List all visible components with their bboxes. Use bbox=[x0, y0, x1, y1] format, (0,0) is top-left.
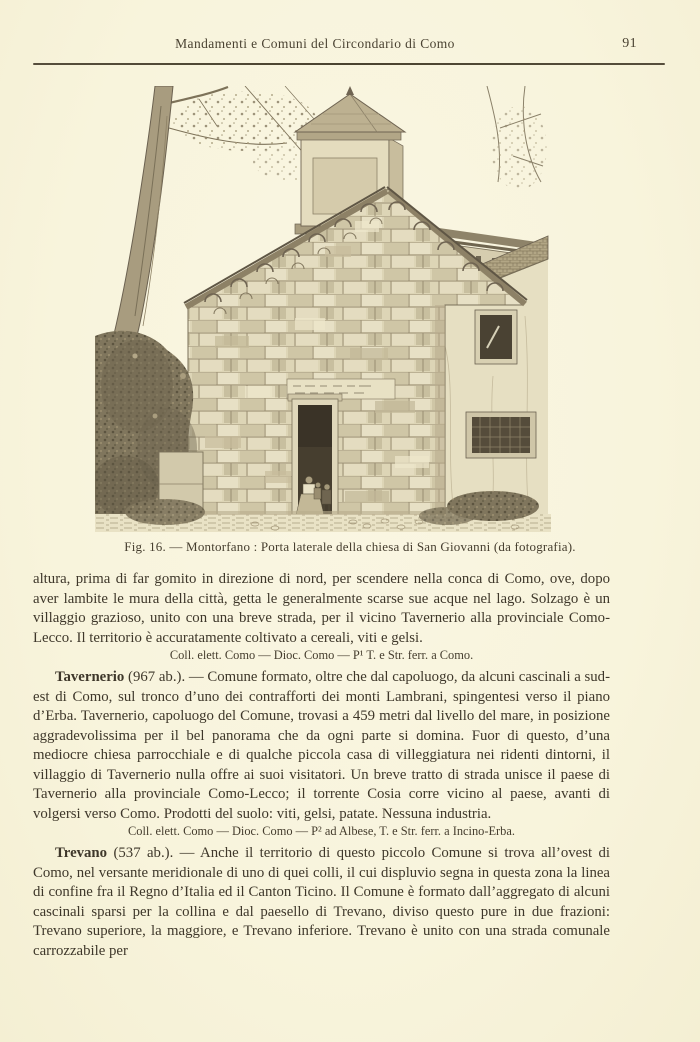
paragraph-tavernerio-lead: Tavernerio bbox=[55, 669, 125, 685]
tree-foliage-upper bbox=[173, 91, 317, 151]
figure-caption: Fig. 16. — Montorfano : Porta laterale della chiesa di San Giovanni (da fotografia). bbox=[124, 539, 576, 554]
paragraph-trevano bbox=[33, 844, 610, 961]
annex-window-upper bbox=[475, 310, 517, 364]
figure-engraving bbox=[95, 86, 551, 532]
church-engraving-illustration bbox=[95, 86, 551, 532]
bush-right2 bbox=[419, 507, 475, 525]
annex-window-grated bbox=[466, 412, 536, 458]
tree-trunk bbox=[109, 86, 173, 354]
paragraph-trevano-text: (537 ab.). — Anche il territorio di questo piccolo Comune si trova all’ovest di Como, nel versante meridionale di uno di quei colli, il cui displuvio segna in questa zona la linea di confine fra il Regno d’Italia ed il Canton Ticino. Il Comune è formato dall’aggregato di alcuni cascinali sparsi per la collina e dal paesello di Trevano, diviso questo pure in due frazioni: Trevano superiore, la maggiore, e Trevano inferiore. Trevano è unito con una strada comunale carrozzabile per bbox=[33, 845, 610, 959]
bush-left bbox=[125, 499, 205, 525]
note-solzago: Coll. elett. Como — Dioc. Como — P¹ T. e Str. ferr. a Como. bbox=[169, 648, 474, 662]
note-tavernerio: Coll. elett. Como — Dioc. Como — P² ad Albese, T. e Str. ferr. a Incino-Erba. bbox=[128, 824, 515, 838]
page-number: 91 bbox=[622, 36, 637, 51]
paragraph-trevano-lead: Trevano bbox=[55, 845, 108, 861]
paragraph-tavernerio bbox=[33, 668, 610, 824]
sky-foliage-right bbox=[491, 106, 547, 190]
paragraph-tavernerio-text: (967 ab.). — Comune formato, oltre che dal capoluogo, da alcuni cascinali a sud-est di Como, sul tronco d’uno dei contrafforti dei monti Lambrani, spingentesi verso il piano d’Erba. Tavernerio, capoluogo del Comune, trovasi a 459 metri dal livello del mare, in posizione aggradevolissima per il bel panorama che da ogni parte si domina. Fuor di questo, d’una mediocre chiesa parrocchiale e di qualche piccola casa di villeggiatura nei ridenti dintorni, il villaggio di Tavernerio nulla offre ai suoi visitatori. Un breve tratto di strada unisce il paese di Tavernerio alla provinciale Como-Lecco; il torrente Cosia corre vicino al paese, avanti di volgersi verso Como. Prodotti del suolo: viti, gelsi, patate. Nessuna industria. bbox=[33, 669, 611, 822]
running-head bbox=[33, 36, 667, 54]
running-head-title: Mandamenti e Comuni del Circondario di Como bbox=[175, 36, 455, 51]
body-text-column bbox=[33, 570, 610, 961]
paragraph-solzago: altura, prima di far gomito in direzione di nord, per scendere nella conca di Como, ove, dopo aver lambite le mura della città, getta le generalmente scarse sue acque nel lago. Solzago è un villaggio grazioso, unito con una breve strada, per il vicino Tavernerio alla provinciale Como-Lecco. Il territorio è accuratamente coltivato a cereali, viti e gelsi. bbox=[33, 571, 610, 646]
header-rule bbox=[33, 63, 665, 65]
